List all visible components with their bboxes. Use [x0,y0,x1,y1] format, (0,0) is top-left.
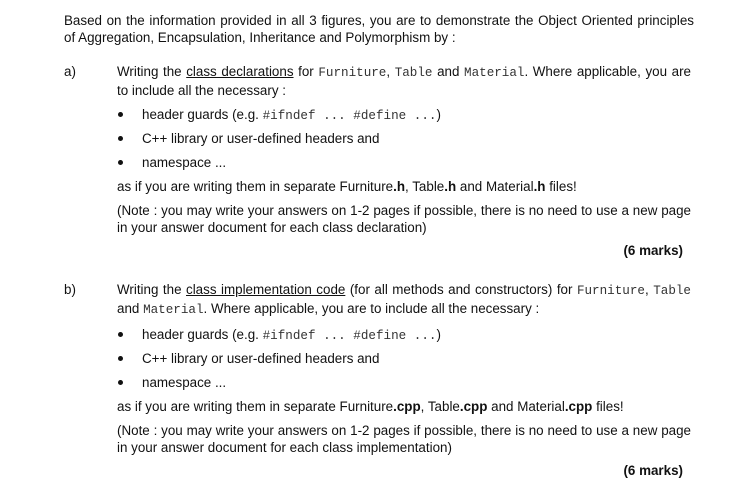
bullet-text: namespace ... [142,155,227,170]
files-text: as if you are writing them in separate Furniture [117,179,394,194]
bullet-icon [118,356,123,361]
bullet-icon [118,160,123,165]
lead-text: , [644,282,649,297]
bullet-icon [118,332,123,337]
lead-text: and [432,64,465,79]
code-furniture: Furniture [576,284,645,298]
lead-text: Writing the [117,282,187,297]
lead-text: for [293,64,319,79]
question-b-body [117,281,691,479]
bullet-icon [118,112,123,117]
files-text: files! [545,179,577,194]
bullet-text: ) [436,327,441,342]
code-table: Table [653,284,691,298]
code-material: Material [143,303,204,317]
files-text: , Table [405,179,445,194]
lead-underlined: class declarations [186,64,294,79]
bullet-code: #ifndef ... #define ... [262,329,437,343]
files-text: and Material [456,179,534,194]
bullet-icon [118,136,123,141]
bullet-text: ) [436,107,441,122]
files-text: as if you are writing them in separate Furniture [117,399,394,414]
code-furniture: Furniture [318,66,387,80]
bullet-item [117,106,691,123]
files-text: and Material [487,399,565,414]
intro-paragraph: Based on the information provided in all 3 figures, you are to demonstrate the Object Oriented principles of Aggregation, Encapsulation, Inheritance and Polymorphism by : [64,13,694,45]
files-text: , Table [420,399,460,414]
note-paragraph: (Note : you may write your answers on 1-2 pages if possible, there is no need to use a new page in your answer document for each class implementation) [117,423,691,455]
code-material: Material [464,66,525,80]
bullet-text: namespace ... [142,375,227,390]
lead-text: (for all methods and constructors) for [345,282,577,297]
bullet-list [117,326,691,391]
question-b-lead [117,281,691,319]
note-paragraph: (Note : you may write your answers on 1-2 pages if possible, there is no need to use a new page in your answer document for each class declaration) [117,203,691,235]
lead-text: . Where applicable, you are to include all the necessary : [203,301,540,316]
lead-underlined: class implementation code [186,282,346,297]
marks-label: (6 marks) [623,243,683,258]
bullet-item [117,154,691,171]
bullet-text: C++ library or user-defined headers and [142,131,380,146]
bullet-text: C++ library or user-defined headers and [142,351,380,366]
bullet-icon [118,380,123,385]
files-line [117,178,691,195]
file-ext: .h [444,179,457,194]
bullet-text: header guards (e.g. [142,327,263,342]
bullet-code: #ifndef ... #define ... [262,109,437,123]
marks-label: (6 marks) [623,463,683,478]
file-ext: .cpp [459,399,488,414]
file-ext: .cpp [393,399,421,414]
lead-text: Writing the [117,64,187,79]
lead-text: and [117,301,144,316]
question-a-body [117,63,691,259]
bullet-list [117,106,691,171]
question-a-label: a) [64,64,76,79]
file-ext: .h [393,179,406,194]
bullet-item [117,374,691,391]
bullet-item [117,130,691,147]
lead-text: , [386,64,395,79]
bullet-text: header guards (e.g. [142,107,263,122]
file-ext: .h [533,179,546,194]
lead-text: . Where applicable, you are to include all the necessary : [117,64,691,98]
bullet-item [117,350,691,367]
files-line [117,398,691,415]
files-text: files! [592,399,624,414]
question-b-label: b) [64,282,76,297]
file-ext: .cpp [564,399,593,414]
code-table: Table [394,66,433,80]
question-a-lead [117,63,691,99]
bullet-item [117,326,691,343]
